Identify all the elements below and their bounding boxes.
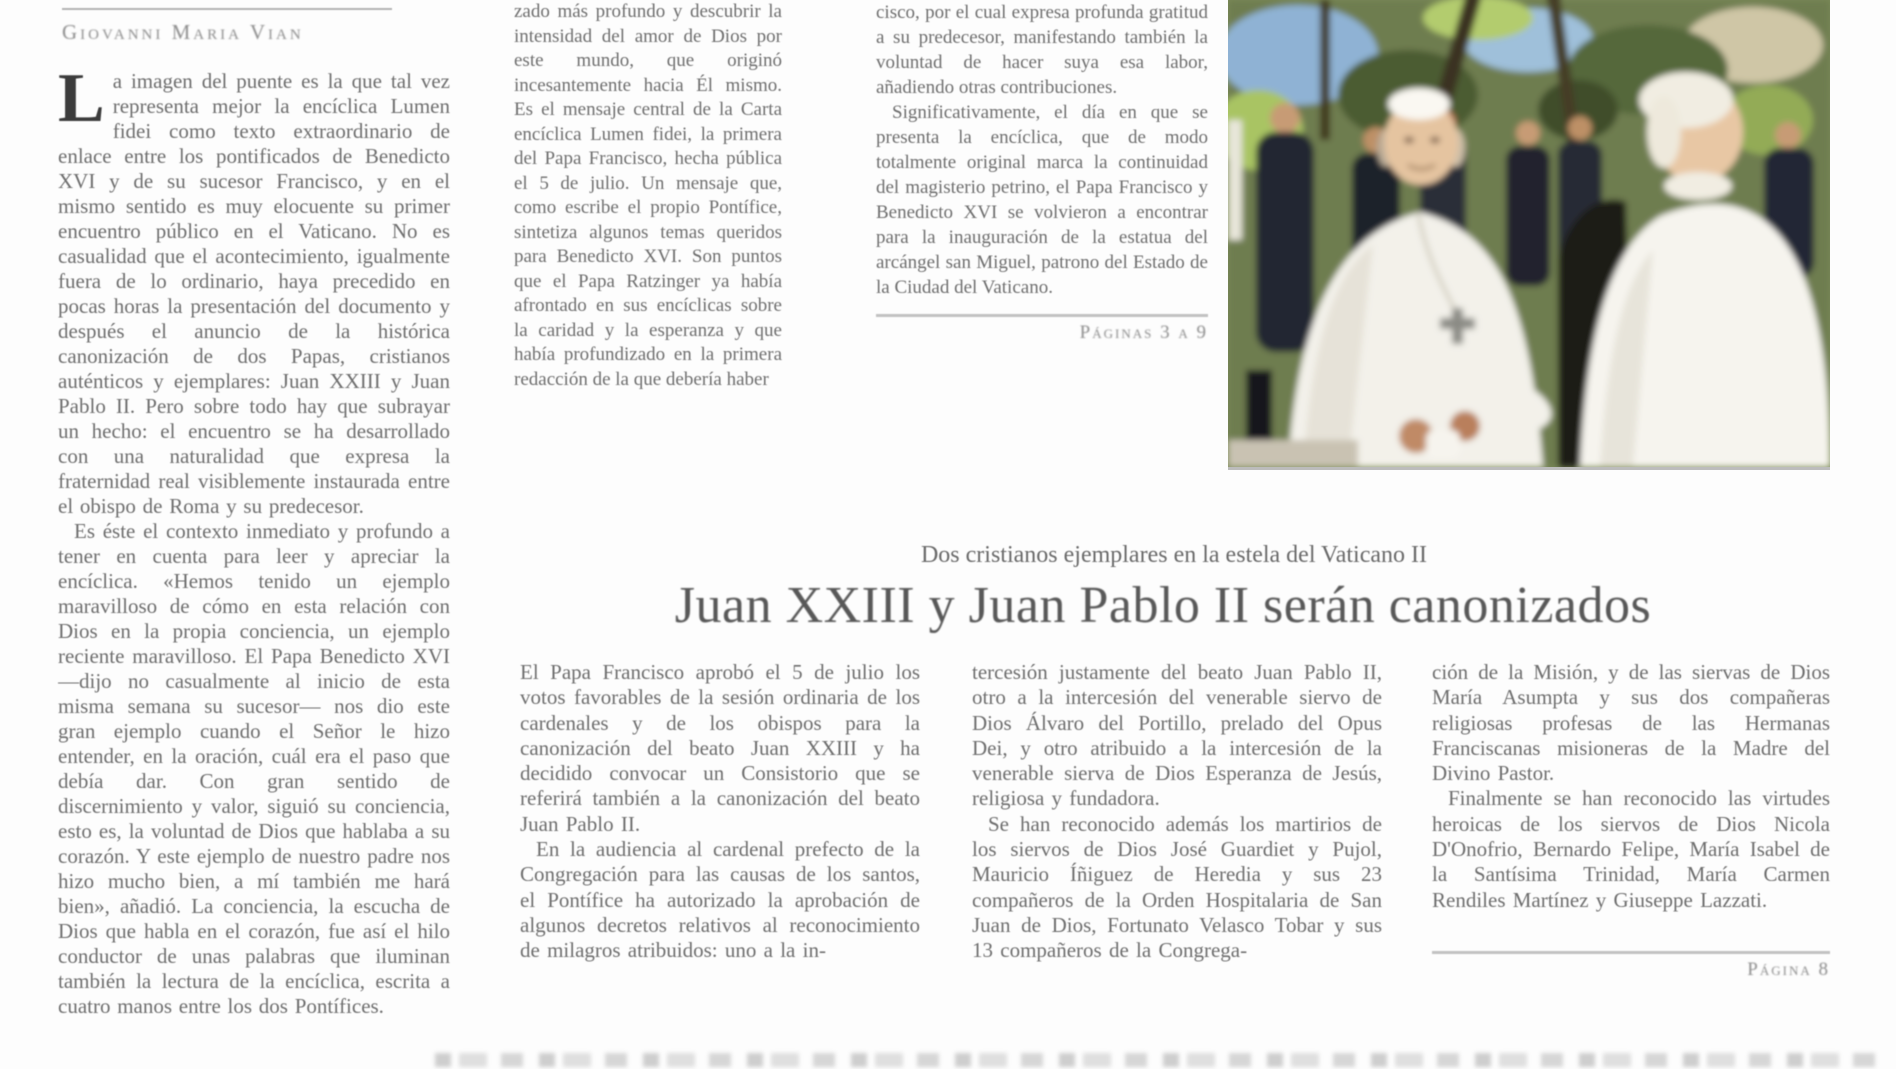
pages-ref-rule xyxy=(876,314,1208,317)
francis-zucchetto xyxy=(1388,88,1450,120)
news-photo xyxy=(1228,0,1830,470)
editorial-paragraph-text: a imagen del puente es la que tal vez representa mejor la encíclica Lumen fidei como texto extraordinario de enlace entre los pontificados de Benedicto XVI y de su sucesor Francisco, y en el mismo sentido es muy elocuente su primer encuentro público en el Vaticano. No es casualidad que el acontecimiento, igualmente fuera de lo ordinario, haya precedido en pocas horas la presentación del documento y después el anuncio de la histórica canonización de dos Papas, cristianos auténticos y ejemplares: Juan XXIII y Juan Pablo II. Pero sobre todo hay que subrayar un hecho: el encuentro se ha desarrollado con una naturalidad que expresa la fraternidad real visiblemente instaurada entre el obispo de Roma y su predecesor. xyxy=(58,69,450,518)
article-paragraph: tercesión justamente del beato Juan Pablo II, otro a la intercesión del venerable siervo de Dios Álvaro del Portillo, prelado del Opus Dei, y otro atribuido a la intercesión de la venerable sierva de Dios Esperanza de Jesús, religiosa y fundadora. xyxy=(972,660,1382,811)
news-photo-illustration xyxy=(1228,0,1830,467)
page-ref-rule xyxy=(1432,951,1830,954)
byline-rule xyxy=(62,8,392,10)
article-column xyxy=(1432,660,1830,981)
pages-reference: Páginas 3 a 9 xyxy=(1079,322,1208,343)
article-paragraph: Finalmente se han reconocido las virtudes heroicas de los siervos de Dios Nicola D'Onofrio, Bernardo Felipe, María Isabel de la Santísima Trinidad, María Carmen Rendiles Martínez y Giuseppe Lazzati. xyxy=(1432,786,1830,912)
page-reference: Página 8 xyxy=(1747,958,1830,980)
main-headline: Juan XXIII y Juan Pablo II serán canonizados xyxy=(674,577,1652,634)
continuation-column xyxy=(514,0,782,478)
continuation-column xyxy=(876,0,1208,344)
cutoff-text-strip xyxy=(435,1053,1887,1067)
continuation-paragraph: Significativamente, el día en que se presenta la encíclica, que de modo totalmente original marca la continuidad del magisterio petrino, el Papa Francisco y Benedicto XVI se volvieron a encontrar para la inauguración de la estatua del arcángel san Miguel, patrono del Estado de la Ciudad del Vaticano. xyxy=(876,102,1208,298)
article-paragraph: En la audiencia al cardenal prefecto de la Congregación para las causas de los santos, el Pontífice ha autorizado la aprobación de algunos decretos relativos al reconocimiento de milagros atribuidos: uno a la in- xyxy=(520,837,920,963)
article-paragraph: El Papa Francisco aprobó el 5 de julio los votos favorables de la sesión ordinaria de los cardenales y de los obispos para la canonización del beato Juan XXIII y ha decidido convocar un Consistorio que se referirá también a la canonización del beato Juan Pablo II. xyxy=(520,660,920,836)
article-column xyxy=(520,660,920,964)
article-kicker: Dos cristianos ejemplares en la estela del Vaticano II xyxy=(920,542,1428,568)
byline: Giovanni Maria Vian xyxy=(62,20,304,44)
editorial-column xyxy=(58,6,450,1066)
editorial-paragraph xyxy=(58,60,450,519)
crowd-figure-suit xyxy=(1256,132,1314,352)
editorial-paragraph: Es éste el contexto inmediato y profundo a tener en cuenta para leer y apreciar la encíclica. «Hemos tenido un ejemplo maravilloso de cómo en esta relación con Dios en la propia conciencia, un ejemplo reciente maravilloso. El Papa Benedicto XVI —dijo no casualmente al inicio de esta misma semana su sucesor— nos dio este gran ejemplo cuando el Señor le hizo entender, en la oración, cuál era el paso que debía dar. Con gran sentido de discernimiento y valor, siguió su conciencia, esto es, la voluntad de Dios que hablaba a su corazón. Y este ejemplo de nuestro padre nos hizo mucho bien, a mí también me hará bien», añadió. La conciencia, la escucha de Dios que habla en el corazón, fue así el hilo conductor de unas palabras que iluminan también la lectura de la encíclica, escrita a cuatro manos entre los dos Pontífices. xyxy=(58,519,450,1018)
crowd-figure-head xyxy=(1270,103,1300,133)
continuation-paragraph: zado más profundo y descubrir la intensidad del amor de Dios por este mundo, que originó incesantemente hacia Él mismo. Es el mensaje central de la Carta encíclica Lumen fidei, la primera del Papa Francisco, hecha pública el 5 de julio. Un mensaje que, como escribe el propio Pontífice, sintetiza algunos temas queridos para Benedicto XVI. Son puntos que el Papa Ratzinger ya había afrontado en sus encíclicas sobre la caridad y la esperanza y que había profundizado en la primera redacción de la que debería haber xyxy=(514,1,782,390)
article-paragraph: ción de la Misión, y de las siervas de Dios María Asumpta y sus dos compañeras religiosas profesas de las Hermanas Franciscanas misioneras de la Madre del Divino Pastor. xyxy=(1432,660,1830,786)
drop-cap: L xyxy=(58,60,105,137)
article-column xyxy=(972,660,1382,964)
continuation-paragraph: cisco, por el cual expresa profunda gratitud a su predecesor, manifestando también la voluntad de hacer suya esa labor, añadiendo otras contribuciones. xyxy=(876,2,1208,98)
article-paragraph: Se han reconocido además los martirios de los siervos de Dios José Guardiet y Pujol, Mauricio Íñiguez de Heredia y sus 23 compañeros de la Orden Hospitalaria de San Juan de Dios, Fortunato Velasco Tobar y sus 13 compañeros de la Congrega- xyxy=(972,811,1382,963)
